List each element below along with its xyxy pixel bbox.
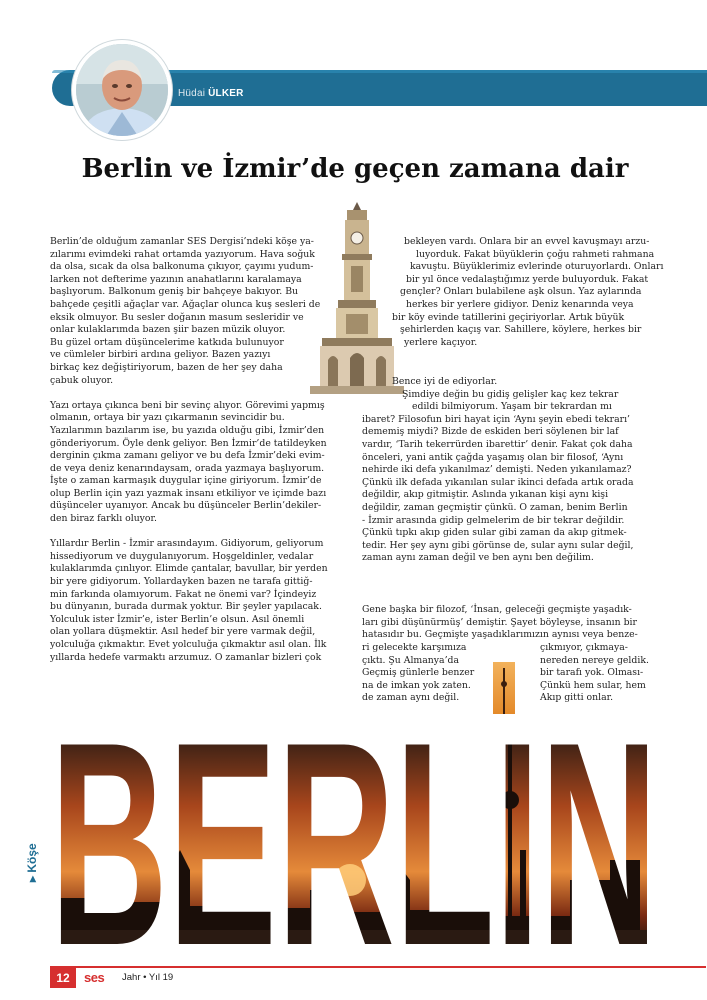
section-label-text: Köşe xyxy=(25,843,39,873)
text-line: Geçmiş günlerle benzer xyxy=(362,667,475,679)
left-paragraph-1 xyxy=(50,236,342,387)
text-line: larken not defterime yazının anahatlarını karalamaya xyxy=(50,273,302,285)
text-line: de zaman aynı değil. xyxy=(362,692,460,704)
text-line: Yazılarımın bazılarım ise, bu yazıda olduğu gibi, İzmir’den xyxy=(50,424,325,436)
author-first-name: Hüdai xyxy=(178,88,206,99)
right-split-right xyxy=(540,642,670,705)
text-line: kavuştu. Büyüklerimiz evlerinde oturuyorlardı. Onları xyxy=(410,261,664,273)
text-line: yolculuğa çıkmaktır. Evet yolculuğa çıkmaktır asıl olan. İlk xyxy=(50,639,327,650)
right-column-bottom xyxy=(362,604,662,642)
left-paragraph-2 xyxy=(50,400,342,526)
text-line: zılarımı evimdeki rahat ortamda yazıyorum. Hava soğuk xyxy=(50,248,315,260)
text-line: dememiş miydi? Bizde de eskiden beri söylenen bir laf xyxy=(362,426,619,438)
text-line: olup Berlin için yazı yazmak insanı etkiliyor ve içimde bazı xyxy=(50,487,327,499)
text-line: bir yıl önce vedalaştığımız yerde buluyorduk. Fakat xyxy=(406,273,649,285)
text-line: kulaklarımda çınlıyor. Elimde çantalar, bavullar, bir yerden xyxy=(50,563,328,575)
text-line: ibaret? Filosofun biri hayat için ‘Aynı şeyin ebedi tekrarı’ xyxy=(362,413,631,425)
text-line: ları gibi düşünürmüş’ demiştir. Şayet böyleyse, insanın bir xyxy=(362,616,637,628)
text-line: derginin çıkma zamanı geliyor ve bu defa İzmir’deki evim- xyxy=(50,450,325,462)
text-line: min farkında olamıyorum. Fakat ne önemi var? İçindeyiz xyxy=(50,588,317,600)
text-line: Yazı ortaya çıkınca beni bir sevinç alıyor. Görevimi yapmış xyxy=(50,399,325,411)
text-line: - İzmir arasında gidip gelmelerim de bir tekrar değildir. xyxy=(362,514,625,526)
text-line: İşte o zaman karmaşık duygular içine giriyorum. İzmir’de xyxy=(50,475,322,487)
text-line: zaman aynı zaman değil ve ben aynı ben değilim. xyxy=(362,552,594,564)
text-line: olmanın, ortaya bir yazı çıkarmanın sevincidir bu. xyxy=(50,412,285,424)
text-line: değildir, zaman geçmiştir çünkü. O zaman, benim Berlin xyxy=(362,501,628,513)
text-line: edildi bilmiyorum. Yaşam bir tekrardan mı xyxy=(412,401,612,413)
author-byline xyxy=(178,88,244,99)
text-line: bahçede çeşitli ağaçlar var. Ağaçlar olunca kuş sesleri de xyxy=(50,298,321,310)
right-column-top xyxy=(364,236,664,349)
text-line: Bence iyi de ediyorlar. xyxy=(392,376,498,387)
text-line: Akıp gitti onlar. xyxy=(540,692,614,704)
text-line: herkes bir yerlere gidiyor. Deniz kenarında veya xyxy=(406,298,634,310)
text-line: Yolculuk ister İzmir’e, ister Berlin’e olsun. Asıl önemli xyxy=(50,613,305,625)
text-line: Gene başka bir filozof, ‘İnsan, geleceği geçmişte yaşadık- xyxy=(362,604,632,615)
text-line: yerlere kaçıyor. xyxy=(404,336,478,348)
text-line: luyorduk. Fakat büyüklerin çoğu rahmeti rahmana xyxy=(416,248,655,260)
text-line: hissediyorum ve duygulanıyorum. Hoşgeldinler, vedalar xyxy=(50,550,314,562)
right-split-left xyxy=(362,642,490,705)
text-line: na de imkan yok zaten. xyxy=(362,679,471,691)
text-line: bir yere gidiyorum. Yollardayken bazen ne tarafa gittiğ- xyxy=(50,576,313,588)
text-line: Bu güzel ortam düşüncelerime katkıda bulunuyor xyxy=(50,336,284,348)
text-line: ri gelecekte karşımıza xyxy=(362,642,467,653)
text-line: gönderiyorum. Öyle denk geliyor. Ben İzmir’de tatildeyken xyxy=(50,437,327,449)
magazine-logo: ses xyxy=(84,970,105,985)
text-line: önceleri, yani antik çağda yaşamış olan bir filosof, ‘Aynı xyxy=(362,451,624,463)
text-line: nehirde iki defa yıkanılmaz’ demişti. Neden yıkanılamaz? xyxy=(362,464,632,476)
section-marker-icon: ▸ xyxy=(25,875,39,882)
text-line: başlıyorum. Balkonum geniş bir bahçeye bakıyor. Bu xyxy=(50,286,299,298)
text-line: den biraz farklı oluyor. xyxy=(50,513,157,525)
text-line: vardır, ‘Tarih tekerrürden ibarettir’ denir. Fakat çok daha xyxy=(362,438,633,450)
text-line: ve cümleler birbiri ardına geliyor. Bazen yazıyı xyxy=(50,349,271,361)
tv-tower-silhouette xyxy=(493,662,515,714)
text-line: çıktı. Şu Almanya’da xyxy=(362,654,460,666)
berlin-title-image xyxy=(50,730,658,948)
text-line: düşünceler uyanıyor. Ancak bu düşünceler Berlin’dekiler- xyxy=(50,500,322,512)
text-line: değildir, akıp gitmiştir. Aslında yıkanan kişi aynı kişi xyxy=(362,489,609,501)
text-line: bu dünyanın, burada durmak yoktur. Bir şeyler yapılacak. xyxy=(50,601,322,613)
text-line: nereden nereye geldik. xyxy=(540,654,649,666)
text-line: Berlin’de olduğum zamanlar SES Dergisi’ndeki köşe ya- xyxy=(50,236,314,247)
text-line: bir köy evinde tatillerini geçiriyorlar. Artık büyük xyxy=(392,311,625,323)
text-line: bekleyen vardı. Onlara bir an evvel kavuşmayı arzu- xyxy=(404,236,650,247)
text-line: Çünkü hem sular, hem xyxy=(540,679,646,691)
text-line: birkaç kez değiştiriyorum, bazen de her şey daha xyxy=(50,361,283,373)
text-line: tedir. Her şey aynı gibi görünse de, sular aynı sular değil, xyxy=(362,539,634,551)
text-line: Şimdiye değin bu gidiş gelişler kaç kez tekrar xyxy=(402,388,619,400)
page-number: 12 xyxy=(50,968,76,988)
text-line: hatasıdır bu. Geçmişte yaşadıklarımızın aynısı veya benze- xyxy=(362,629,638,641)
author-last-name: ÜLKER xyxy=(208,88,244,99)
text-line: şehirlerden kaçış var. Sahillere, köylere, herkes bir xyxy=(400,324,642,336)
right-column-middle xyxy=(362,376,662,565)
section-label xyxy=(25,843,39,882)
text-line: yıllarda hedefe varmaktı arzumuz. O zamanlar bizleri çok xyxy=(50,651,322,663)
text-line: Çünkü tıpkı akıp giden sular gibi zaman da akıp gitmek- xyxy=(362,527,627,539)
author-photo xyxy=(72,40,172,140)
text-line: da olsa, sıcak da olsa balkonuma çıkıyor, çayımı yudum- xyxy=(50,261,314,273)
text-line: de veya deniz kenarındaysam, orada yazmaya başlıyorum. xyxy=(50,462,325,474)
text-line: Yıllardır Berlin - İzmir arasındayım. Gidiyorum, geliyorum xyxy=(50,538,324,550)
left-paragraph-3 xyxy=(50,538,342,664)
text-line: bir tarafı yok. Olması- xyxy=(540,667,644,679)
author-portrait-illustration xyxy=(76,44,168,136)
footer-rule xyxy=(50,966,706,968)
berlin-tv-tower-thumbnail xyxy=(493,662,515,714)
text-line: eksik olmuyor. Bu sesler doğanın masum sesleridir ve xyxy=(50,311,304,323)
text-line: çabuk oluyor. xyxy=(50,374,114,386)
text-line: Çünkü ilk defada yıkanılan sular ikinci defada artık orada xyxy=(362,476,634,488)
text-line: olan yollara düşmektir. Asıl hedef bir yere varmak değil, xyxy=(50,626,316,638)
text-line: gençler? Onları bulabilene aşk olsun. Yaz aylarında xyxy=(400,286,642,298)
article-headline: Berlin ve İzmir’de geçen zamana dair xyxy=(81,154,629,184)
issue-info: Jahr • Yıl 19 xyxy=(122,972,174,983)
text-line: çıkmıyor, çıkmaya- xyxy=(540,642,628,653)
left-column xyxy=(50,236,342,677)
text-line: onlar kulaklarımda bazen şiir bazen müzik oluyor. xyxy=(50,324,286,336)
